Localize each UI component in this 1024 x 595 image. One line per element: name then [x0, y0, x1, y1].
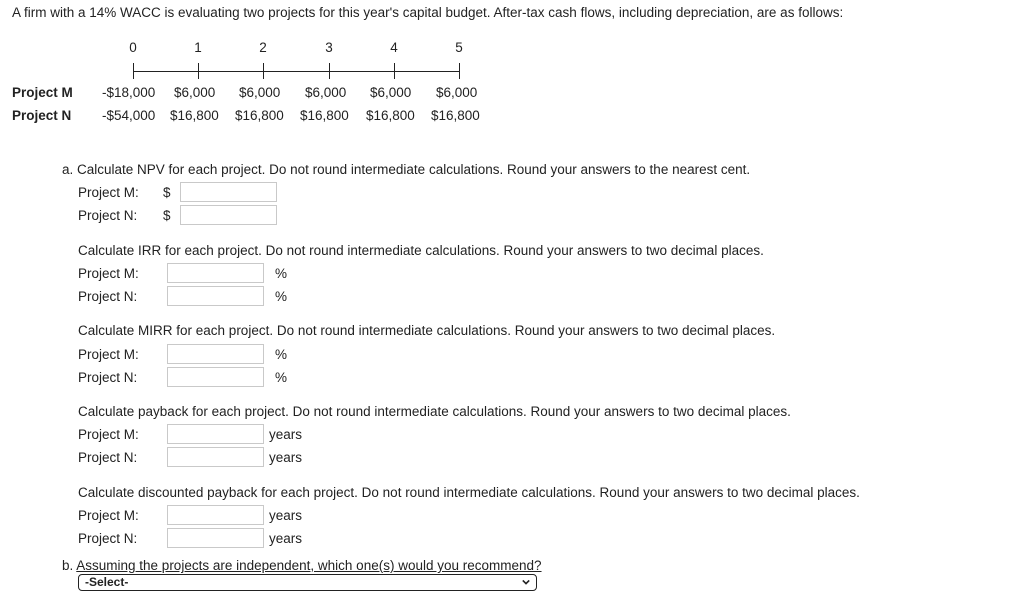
- period-2: 2: [259, 40, 267, 55]
- npv-n-label: Project N:: [78, 208, 138, 223]
- cash-flow-cell: $16,800: [300, 108, 349, 123]
- cash-flow-cell: $16,800: [170, 108, 219, 123]
- payback-m-input[interactable]: [167, 424, 264, 444]
- cash-flow-cell: $6,000: [239, 85, 281, 100]
- payback-instruction: Calculate payback for each project. Do not round intermediate calculations. Round your answers to two decimal places.: [78, 404, 791, 419]
- mirr-n-input[interactable]: [167, 367, 264, 387]
- dollar-sign: $: [163, 208, 171, 223]
- part-b-question: [62, 558, 542, 573]
- timeline-tick: [133, 63, 134, 79]
- cash-flow-cell: $16,800: [431, 108, 480, 123]
- timeline-tick: [459, 63, 460, 79]
- disc-payback-m-label: Project M:: [78, 508, 139, 523]
- part-b-text: Assuming the projects are independent, which one(s) would you recommend?: [76, 558, 542, 573]
- chevron-down-icon: [522, 578, 530, 586]
- timeline-tick: [394, 63, 395, 79]
- percent-unit: %: [275, 370, 288, 385]
- timeline-axis: [133, 71, 459, 72]
- irr-instruction: Calculate IRR for each project. Do not round intermediate calculations. Round your answers to two decimal places.: [78, 243, 764, 258]
- years-unit: years: [269, 531, 303, 546]
- period-1: 1: [194, 40, 202, 55]
- years-unit: years: [269, 427, 303, 442]
- irr-m-input[interactable]: [167, 263, 264, 283]
- select-value: -Select-: [85, 575, 129, 589]
- percent-unit: %: [275, 266, 288, 281]
- disc-payback-n-input[interactable]: [167, 528, 264, 548]
- irr-n-input[interactable]: [167, 286, 264, 306]
- npv-instruction: a. Calculate NPV for each project. Do not round intermediate calculations. Round your answers to the nearest cent.: [62, 162, 751, 177]
- project-n-label: Project N: [12, 108, 72, 123]
- npv-n-input[interactable]: [180, 205, 277, 225]
- problem-intro: A firm with a 14% WACC is evaluating two projects for this year's capital budget. After-tax cash flows, including depreciation, are as follows:: [12, 5, 844, 20]
- irr-n-label: Project N:: [78, 289, 138, 304]
- years-unit: years: [269, 508, 303, 523]
- cash-flow-cell: $6,000: [370, 85, 412, 100]
- cash-flow-cell: $6,000: [174, 85, 216, 100]
- recommendation-select[interactable]: [78, 574, 537, 591]
- project-m-label: Project M: [12, 85, 73, 100]
- part-b-prefix: b.: [62, 558, 77, 573]
- npv-m-label: Project M:: [78, 185, 139, 200]
- mirr-n-label: Project N:: [78, 370, 138, 385]
- period-0: 0: [129, 40, 137, 55]
- period-3: 3: [325, 40, 333, 55]
- cash-flow-cell: $6,000: [436, 85, 478, 100]
- cash-flow-cell: $16,800: [366, 108, 415, 123]
- payback-n-input[interactable]: [167, 447, 264, 467]
- discounted-payback-instruction: Calculate discounted payback for each project. Do not round intermediate calculations. Round your answers to two decimal places.: [78, 485, 860, 500]
- disc-payback-n-label: Project N:: [78, 531, 138, 546]
- period-4: 4: [390, 40, 398, 55]
- period-5: 5: [455, 40, 463, 55]
- mirr-m-input[interactable]: [167, 344, 264, 364]
- cash-flow-cell: $16,800: [235, 108, 284, 123]
- percent-unit: %: [275, 289, 288, 304]
- percent-unit: %: [275, 347, 288, 362]
- npv-m-input[interactable]: [180, 182, 277, 202]
- disc-payback-m-input[interactable]: [167, 505, 264, 525]
- timeline-tick: [263, 63, 264, 79]
- mirr-m-label: Project M:: [78, 347, 139, 362]
- payback-m-label: Project M:: [78, 427, 139, 442]
- years-unit: years: [269, 450, 303, 465]
- cash-flow-cell: $6,000: [305, 85, 347, 100]
- irr-m-label: Project M:: [78, 266, 139, 281]
- cash-flow-cell: -$54,000: [102, 108, 156, 123]
- timeline-tick: [329, 63, 330, 79]
- cash-flow-cell: -$18,000: [102, 85, 156, 100]
- timeline-tick: [198, 63, 199, 79]
- mirr-instruction: Calculate MIRR for each project. Do not round intermediate calculations. Round your answers to two decimal places.: [78, 323, 776, 338]
- payback-n-label: Project N:: [78, 450, 138, 465]
- dollar-sign: $: [163, 185, 171, 200]
